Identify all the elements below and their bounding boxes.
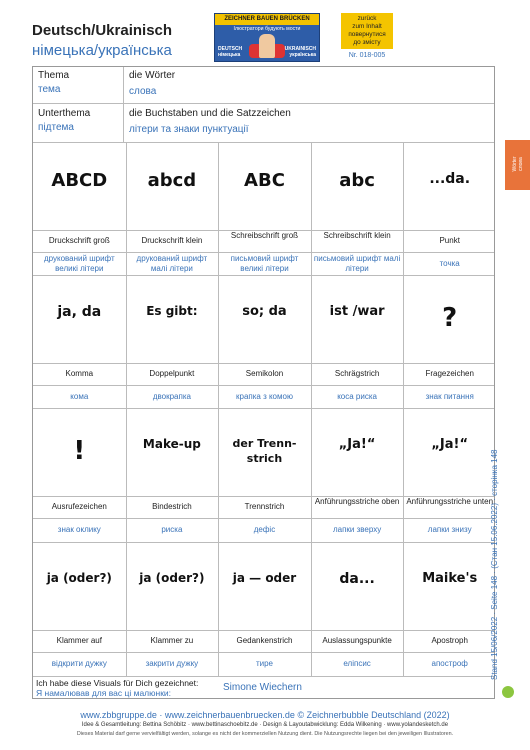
term-uk: тире	[255, 659, 273, 668]
row-divider	[33, 103, 494, 104]
term-de: Anführungsstriche oben	[314, 497, 400, 506]
col-divider	[311, 142, 312, 676]
punctuation-visual: ja (oder?)	[46, 571, 112, 585]
punctuation-visual: !	[73, 436, 86, 466]
punctuation-visual: ist /war	[329, 304, 385, 319]
term-uk: знак питання	[425, 392, 474, 401]
status-dot	[502, 686, 514, 698]
term-uk: друкований шрифт великі літери	[43, 254, 115, 273]
unterthema-label-de: Unterthema	[38, 108, 91, 119]
term-de: Komma	[65, 369, 94, 378]
term-de: Anführungsstriche unten	[406, 497, 494, 506]
term-de: Ausrufezeichen	[51, 502, 107, 511]
row-divider	[33, 363, 494, 364]
term-uk: відкрити дужку	[51, 659, 107, 668]
term-uk: лапки зверху	[332, 525, 382, 534]
punctuation-visual: da...	[339, 571, 375, 587]
term-uk: письмовий шрифт великі літери	[230, 254, 299, 273]
credits-line-uk: Я намалював для вас ці малюнки:	[36, 688, 172, 698]
row-divider	[33, 496, 494, 497]
credits-name: Simone Wiechern	[223, 682, 302, 693]
punctuation-visual: der Trenn-strich	[232, 437, 297, 465]
term-de: Schrägstrich	[334, 369, 380, 378]
punctuation-visual: „Ja!“	[431, 437, 468, 452]
row-divider	[33, 518, 494, 519]
punctuation-visual: ABCD	[51, 170, 108, 191]
term-uk: лапки знизу	[427, 525, 472, 534]
term-uk: дефіс	[253, 525, 276, 534]
term-uk: знак оклику	[57, 525, 101, 534]
punctuation-visual: so; da	[242, 304, 287, 319]
row-divider	[33, 542, 494, 543]
unterthema-value-uk: літери та знаки пунктуації	[129, 124, 249, 135]
term-uk: двокрапка	[152, 392, 191, 401]
thema-label-uk: тема	[38, 84, 61, 95]
term-de: Doppelpunkt	[149, 369, 195, 378]
term-de: Schreibschrift groß	[230, 231, 299, 240]
punctuation-visual: abcd	[147, 170, 197, 191]
term-de: Auslassungspunkte	[322, 636, 392, 645]
punctuation-visual: ?	[442, 303, 458, 333]
content-grid	[32, 66, 495, 699]
row-divider	[33, 275, 494, 276]
row-divider	[33, 385, 494, 386]
page-title-de: Deutsch/Ukrainisch	[32, 22, 173, 39]
footer-note: Dieses Material darf gerne vervielfältigt werden, solange es nicht der kommerziellen Nutzung dient. Die Nutzungsrechte liegen bei den jeweiligen Illustratoren.	[76, 731, 454, 737]
term-de: Schreibschrift klein	[323, 231, 391, 240]
row-divider	[33, 230, 494, 231]
footer-links[interactable]: www.zbbgruppe.de · www.zeichnerbauenbruecken.de © Zeichnerbubble Deutschland (2022)	[80, 710, 450, 720]
term-de: Apostroph	[431, 636, 468, 645]
term-de: Semikolon	[245, 369, 284, 378]
col-divider	[403, 142, 404, 676]
term-uk: друкований шрифт малі літери	[136, 254, 208, 273]
term-uk: письмовий шрифт малі літери	[313, 254, 401, 273]
term-uk: коса риска	[337, 392, 377, 401]
thema-value-uk: слова	[129, 86, 157, 97]
row-divider	[33, 630, 494, 631]
punctuation-visual: Maike's	[422, 571, 478, 586]
date-page-stamp: Stand 15/06/2022 · Seite 148 · (Стан 15.06.2022) · сторінка 148	[490, 449, 499, 680]
unterthema-label-uk: підтема	[38, 122, 74, 133]
term-uk: еліпсис	[343, 659, 371, 668]
term-de: Druckschrift klein	[141, 236, 203, 245]
punctuation-visual: abc	[339, 170, 375, 191]
thema-label-de: Thema	[38, 70, 70, 81]
back-to-contents-button[interactable]: zurück zum Inhalt повернутися до змісту	[341, 13, 393, 49]
footer-credit: Idee & Gesamtleitung: Bettina Schöbitz · www.bettinaschoebitz.de · Design & Layoutabwicklung: Edda Wilkening · www.yolandesketch.de	[81, 722, 449, 728]
page-title-uk: німецька/українська	[32, 42, 172, 59]
col-divider	[123, 67, 124, 142]
punctuation-visual: ...da.	[429, 171, 471, 187]
term-uk: крапка з комою	[236, 392, 293, 401]
punctuation-visual: ABC	[244, 170, 285, 191]
zeichner-bauen-bruecken-logo	[214, 13, 320, 62]
term-de: Trennstrich	[244, 502, 285, 511]
row-divider	[33, 652, 494, 653]
logo-title: ZEICHNER BAUEN BRÜCKEN	[215, 14, 319, 25]
row-divider	[33, 142, 494, 143]
term-de: Klammer zu	[150, 636, 194, 645]
term-de: Gedankenstrich	[236, 636, 293, 645]
term-uk: точка	[439, 259, 460, 268]
punctuation-visual: „Ja!“	[338, 437, 376, 452]
col-divider	[126, 142, 127, 676]
logo-right-text: UKRAINISCH українська	[284, 46, 316, 58]
term-uk: кома	[70, 392, 89, 401]
thema-value-de: die Wörter	[129, 70, 176, 81]
sheet-number: Nr. 018-005	[348, 52, 386, 59]
term-de: Fragezeichen	[425, 369, 474, 378]
term-de: Bindestrich	[152, 502, 192, 511]
term-uk: апостроф	[431, 659, 468, 668]
row-divider	[33, 408, 494, 409]
punctuation-visual: Make-up	[142, 437, 201, 451]
term-de: Punkt	[439, 236, 460, 245]
term-uk: риска	[161, 525, 183, 534]
logo-subtitle: Ілюстратори будують мости	[233, 26, 301, 32]
term-de: Druckschrift groß	[48, 236, 110, 245]
punctuation-visual: Es gibt:	[146, 304, 198, 318]
credits-line-de: Ich habe diese Visuals für Dich gezeichnet:	[36, 678, 199, 688]
logo-figure-head	[259, 34, 275, 58]
logo-left-text: DEUTSCH німецька	[218, 46, 243, 58]
punctuation-visual: ja — oder	[232, 571, 297, 585]
punctuation-visual: ja (oder?)	[139, 571, 205, 585]
term-uk: закрити дужку	[145, 659, 199, 668]
topic-tab[interactable]	[505, 140, 530, 190]
col-divider	[218, 142, 219, 676]
row-divider	[33, 252, 494, 253]
topic-tab-label: Wörter слова	[512, 156, 524, 172]
unterthema-value-de: die Buchstaben und die Satzzeichen	[129, 108, 291, 119]
term-de: Klammer auf	[56, 636, 102, 645]
punctuation-visual: ja, da	[57, 304, 102, 320]
